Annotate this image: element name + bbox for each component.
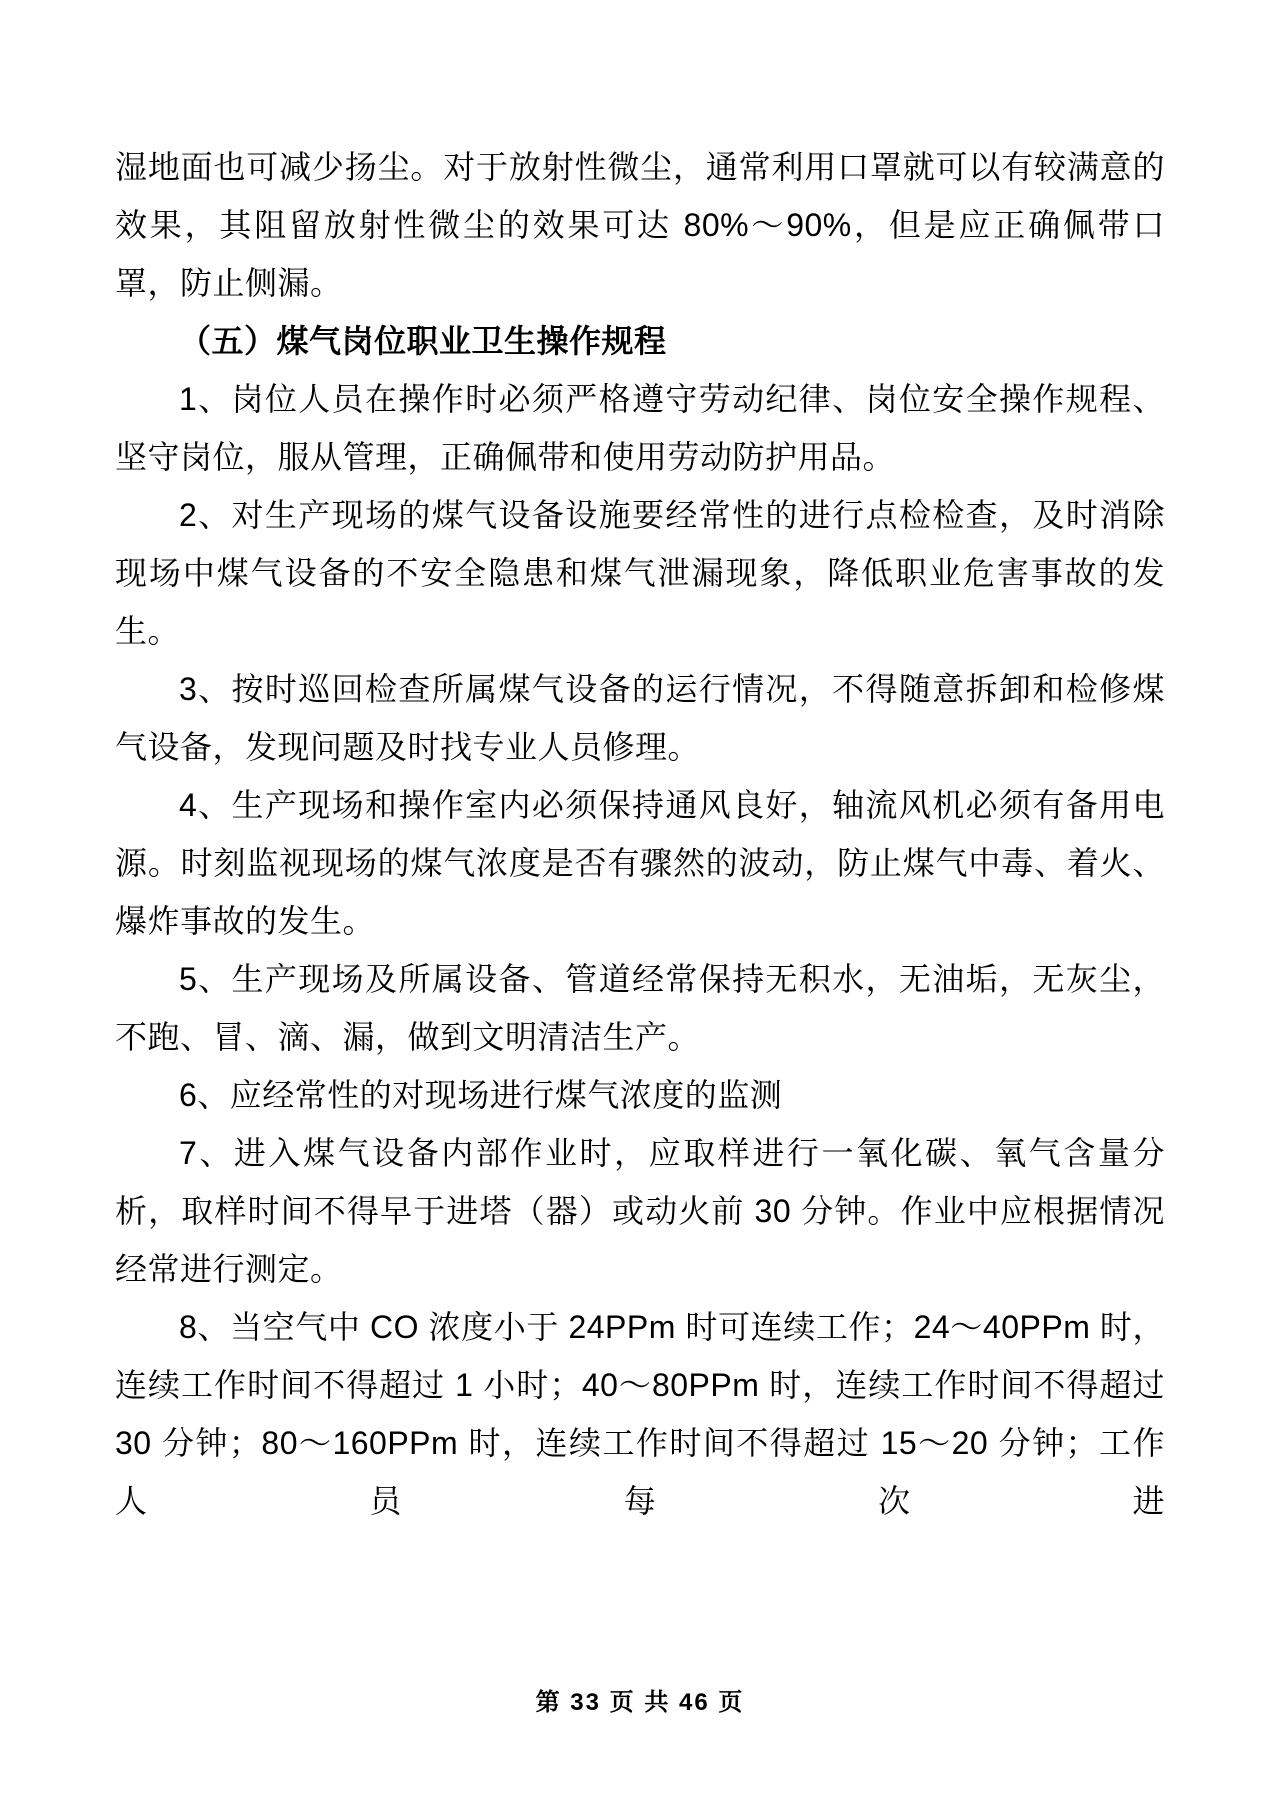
section-heading-gas-post-hygiene-procedure: （五）煤气岗位职业卫生操作规程: [179, 323, 667, 359]
page-footer: 第 33 页 共 46 页: [535, 1689, 745, 1716]
list-item-8: 8、当空气中 CO 浓度小于 24PPm 时可连续工作；24～40PPm 时，连续工作时间不得超过 1 小时；40～80PPm 时，连续工作时间不得超过 30 分钟；80～160PPm 时，连续工作时间不得超过 15～20 分钟；工作人员每次进: [115, 1309, 1165, 1519]
paragraph-continued-dust-protection: 湿地面也可减少扬尘。对于放射性微尘，通常利用口罩就可以有较满意的效果，其阻留放射性微尘的效果可达 80%～90%，但是应正确佩带口罩，防止侧漏。: [115, 149, 1165, 301]
document-body: [115, 138, 1165, 1530]
list-item-3: 3、按时巡回检查所属煤气设备的运行情况，不得随意拆卸和检修煤气设备，发现问题及时找专业人员修理。: [115, 671, 1165, 765]
list-item-4: 4、生产现场和操作室内必须保持通风良好，轴流风机必须有备用电源。时刻监视现场的煤气浓度是否有骤然的波动，防止煤气中毒、着火、爆炸事故的发生。: [115, 787, 1165, 939]
list-item-7: 7、进入煤气设备内部作业时，应取样进行一氧化碳、氧气含量分析，取样时间不得早于进塔（器）或动火前 30 分钟。作业中应根据情况经常进行测定。: [115, 1135, 1165, 1287]
list-item-2: 2、对生产现场的煤气设备设施要经常性的进行点检检查，及时消除现场中煤气设备的不安全隐患和煤气泄漏现象，降低职业危害事故的发生。: [115, 497, 1165, 649]
list-item-1: 1、岗位人员在操作时必须严格遵守劳动纪律、岗位安全操作规程、坚守岗位，服从管理，正确佩带和使用劳动防护用品。: [115, 381, 1165, 475]
list-item-5: 5、生产现场及所属设备、管道经常保持无积水，无油垢，无灰尘，不跑、冒、滴、漏，做到文明清洁生产。: [115, 961, 1165, 1055]
list-item-6: 6、应经常性的对现场进行煤气浓度的监测: [179, 1077, 783, 1113]
